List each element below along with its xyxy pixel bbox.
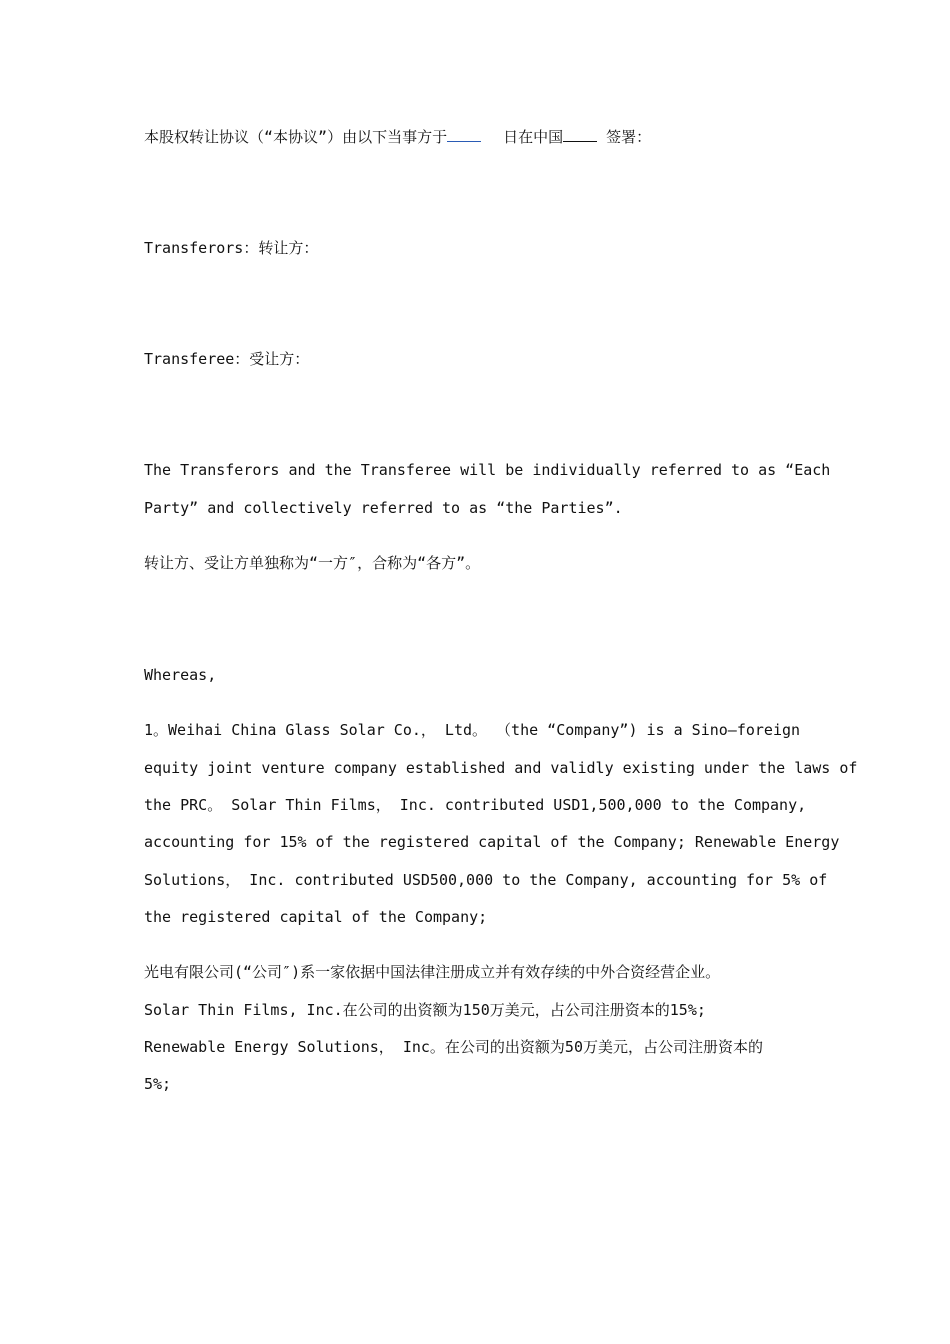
transferors-label: Transferors：转让方：: [144, 239, 319, 257]
clause1-en-line-6: the registered capital of the Company;: [144, 908, 488, 926]
place-blank: [563, 127, 597, 142]
intro-text-3: 签署：: [606, 128, 652, 146]
parties-en-line-2: Party” and collectively referred to as “the Parties”.: [144, 499, 623, 517]
clause1-en-line-3: the PRC。 Solar Thin Films， Inc. contributed USD1,500,000 to the Company,: [144, 796, 807, 814]
transferee-label: Transferee：受让方：: [144, 350, 310, 368]
date-blank: [447, 127, 481, 142]
intro-text-1: 本股权转让协议（“本协议”）由以下当事方于: [144, 128, 448, 146]
clause1-en-line-5: Solutions， Inc. contributed USD500,000 to the Company, accounting for 5% of: [144, 871, 828, 889]
intro-paragraph: [144, 127, 651, 147]
whereas-heading: Whereas,: [144, 666, 217, 684]
clause1-en-line-2: equity joint venture company established and validly existing under the laws of: [144, 759, 858, 777]
clause1-zh-line-4: 5%;: [144, 1075, 172, 1093]
clause1-en-line-4: accounting for 15% of the registered capital of the Company; Renewable Energy: [144, 833, 840, 851]
clause1-zh-line-3: Renewable Energy Solutions， Inc。在公司的出资额为50万美元，占公司注册资本的: [144, 1038, 763, 1056]
clause1-zh-line-1: 光电有限公司(“公司″)系一家依据中国法律注册成立并有效存续的中外合资经营企业。: [144, 963, 721, 981]
parties-en-line-1: The Transferors and the Transferee will be individually referred to as “Each: [144, 461, 831, 479]
clause1-zh-line-2: Solar Thin Films, Inc.在公司的出资额为150万美元，占公司注册资本的15%;: [144, 1001, 706, 1019]
parties-zh: 转让方、受让方单独称为“一方″，合称为“各方”。: [144, 554, 481, 572]
intro-text-2: 日在中国: [503, 128, 564, 146]
clause1-en-line-1: 1。Weihai China Glass Solar Co.， Ltd。 （the “Company”) is a Sino—foreign: [144, 721, 801, 739]
